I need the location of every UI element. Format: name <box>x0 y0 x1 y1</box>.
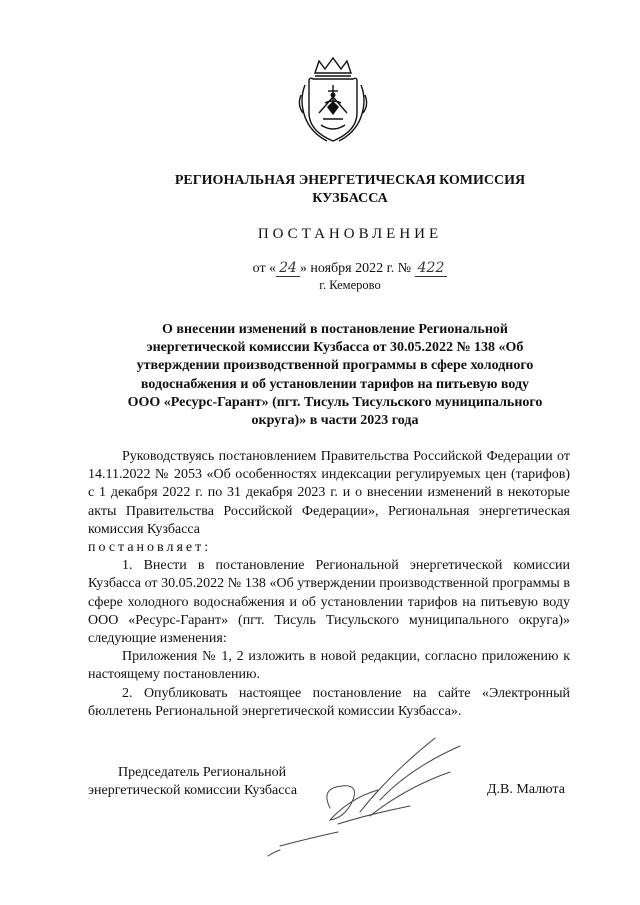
preamble-paragraph: Руководствуясь постановлением Правительства Российской Федерации от 14.11.2022 № 2053 «Об особенностях индексации регулируемых цен (тарифов) с 1 декабря 2022 г. по 31 декабря 2023 г. и о внесении изменений в некоторые акты Правительства Российской Федерации», Региональная энергетическая комиссия Кузбасса <box>88 449 570 537</box>
subject-line: энергетической комиссии Кузбасса от 30.05.2022 № 138 «Об <box>146 340 524 356</box>
document-subject <box>115 321 555 430</box>
signatory-name: Д.В. Малюта <box>487 782 565 797</box>
handwritten-signature <box>260 728 470 868</box>
subject-line: ООО «Ресурс-Гарант» (пгт. Тисуль Тисульского муниципального <box>127 394 543 410</box>
org-name-line2: КУЗБАССА <box>312 191 388 206</box>
document-body <box>88 448 570 721</box>
item-1-paragraph: 1. Внести в постановление Региональной энергетической комиссии Кузбасса от 30.05.2022 № 138 «Об утверждении производственной программы в сфере холодного водоснабжения и об установлении тарифов на питьевую воду ООО «Ресурс-Гарант» (пгт. Тисуль Тисульского муниципального округа)» следующие изменения: <box>88 558 570 647</box>
subject-line: утверждении производственной программы в сфере холодного <box>136 358 534 374</box>
subject-line: округа)» в части 2023 года <box>251 413 419 429</box>
document-type: ПОСТАНОВЛЕНИЕ <box>257 226 443 242</box>
document-number: 422 <box>415 260 448 277</box>
signatory-title-line1: Председатель Региональной <box>118 765 287 780</box>
org-name-line1: РЕГИОНАЛЬНАЯ ЭНЕРГЕТИЧЕСКАЯ КОМИССИЯ <box>174 173 526 188</box>
date-prefix: от « <box>252 261 277 276</box>
date-line <box>100 260 600 277</box>
subject-line: водоснабжения и об установлении тарифов на питьевую воду <box>140 376 530 392</box>
signatory-title-line2: энергетической комиссии Кузбасса <box>88 783 298 798</box>
date-suffix: » ноября 2022 г. № <box>299 261 412 276</box>
decree-word: постановляет: <box>88 540 212 556</box>
coat-of-arms-icon <box>295 55 371 147</box>
item-2-paragraph: 2. Опубликовать настоящее постановление на сайте «Электронный бюллетень Региональной энергетической комиссии Кузбасса». <box>88 685 570 719</box>
subject-line: О внесении изменений в постановление Региональной <box>162 322 508 337</box>
city: г. Кемерово <box>319 278 381 292</box>
date-day: 24 <box>276 260 300 277</box>
item-1-sub-paragraph: Приложения № 1, 2 изложить в новой редакции, согласно приложению к настоящему постановлению. <box>88 649 570 683</box>
